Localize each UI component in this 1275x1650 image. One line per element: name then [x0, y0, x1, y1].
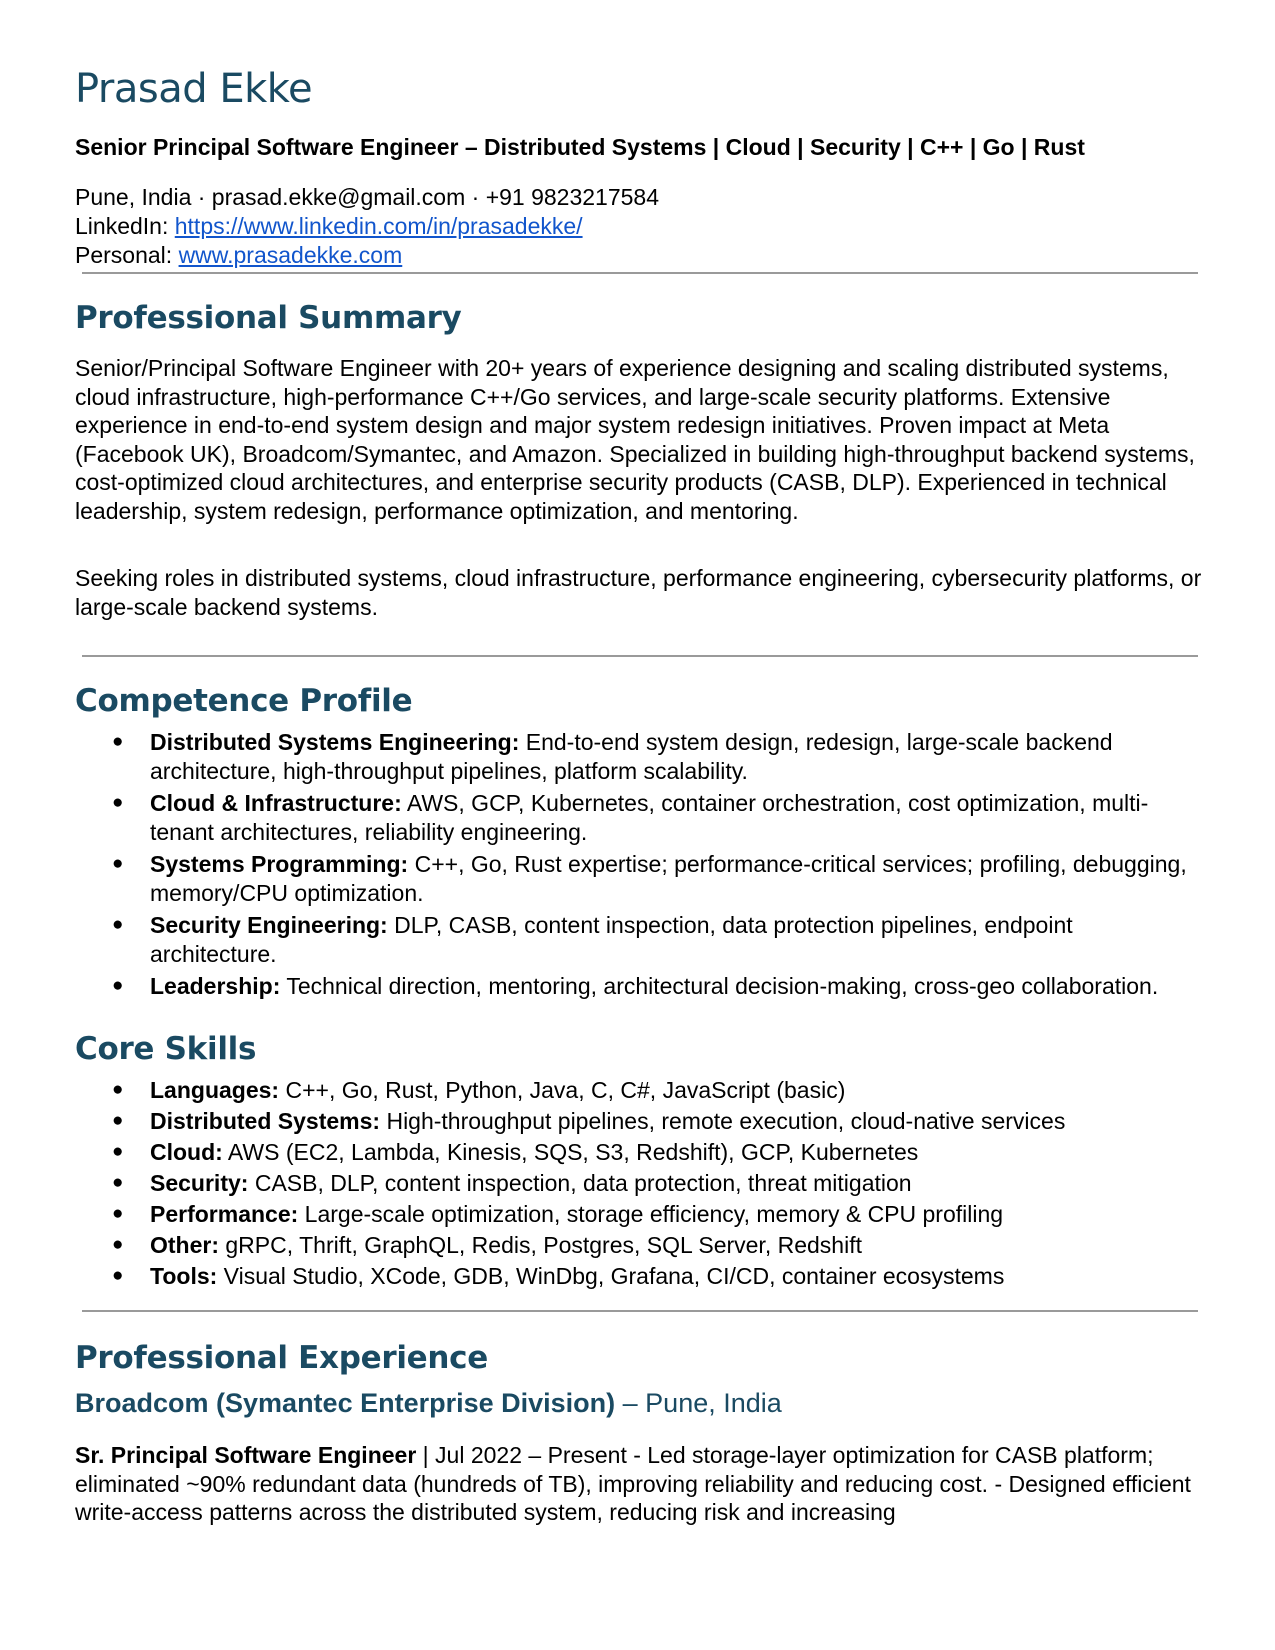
- bullet-icon: ●: [112, 731, 124, 752]
- summary-paragraph: Senior/Principal Software Engineer with 20+ years of experience designing and scaling distributed systems, cloud infrastructure, high-performance C++/Go services, and large-scale security platforms. Extensive experience in end-to-end system design and major system redesign initiatives. Proven impact at Meta (Facebook UK), Broadcom/Symantec, and Amazon. Specialized in building high-throughput backend systems, cost-optimized cloud architectures, and enterprise security products (CASB, DLP). Experienced in technical leadership, system redesign, performance optimization, and mentoring.: [75, 355, 1195, 524]
- bullet-icon: ●: [112, 1234, 124, 1255]
- item-text: End-to-end system design, redesign, large-scale backend architecture, high-throughput pipelines, platform scalability.: [150, 729, 1113, 784]
- item-text: DLP, CASB, content inspection, data protection pipelines, endpoint architecture.: [150, 912, 1073, 967]
- item-label: Security Engineering:: [150, 912, 388, 938]
- employer-location: – Pune, India: [615, 1388, 782, 1418]
- list-item: [75, 1200, 1205, 1228]
- item-label: Distributed Systems Engineering:: [150, 729, 520, 755]
- list-item: [75, 972, 1205, 1001]
- bullet-icon: ●: [112, 1172, 124, 1193]
- role-paragraph: [75, 1441, 1205, 1527]
- item-label: Leadership:: [150, 973, 281, 999]
- item-label: Cloud & Infrastructure:: [150, 790, 402, 816]
- bullet-icon: ●: [112, 914, 124, 935]
- divider: [82, 655, 1198, 657]
- bullet-icon: ●: [112, 853, 124, 874]
- skills-heading: Core Skills: [75, 1031, 257, 1067]
- linkedin-row: [75, 212, 659, 241]
- item-label: Cloud:: [150, 1139, 223, 1165]
- item-label: Performance:: [150, 1201, 299, 1227]
- personal-website-link[interactable]: www.prasadekke.com: [178, 242, 403, 268]
- competence-heading: Competence Profile: [75, 683, 413, 719]
- divider: [82, 272, 1198, 274]
- item-text: Large-scale optimization, storage efficiency, memory & CPU profiling: [298, 1201, 1004, 1227]
- item-label: Other:: [150, 1232, 219, 1258]
- headline: Senior Principal Software Engineer – Distributed Systems | Cloud | Security | C++ | Go | Rust: [75, 134, 1085, 160]
- bullet-icon: ●: [112, 1203, 124, 1224]
- item-text: Visual Studio, XCode, GDB, WinDbg, Grafana, CI/CD, container ecosystems: [217, 1263, 1005, 1289]
- summary-heading: Professional Summary: [75, 300, 462, 336]
- item-label: Languages:: [150, 1077, 280, 1103]
- list-item: [75, 911, 1205, 968]
- bullet-icon: ●: [112, 1110, 124, 1131]
- item-label: Distributed Systems:: [150, 1108, 381, 1134]
- skills-list: [75, 1076, 1205, 1293]
- linkedin-link[interactable]: https://www.linkedin.com/in/prasadekke/: [174, 213, 583, 239]
- employer-line: [75, 1388, 782, 1419]
- item-text: CASB, DLP, content inspection, data protection, threat mitigation: [248, 1170, 912, 1196]
- summary-seeking-paragraph: Seeking roles in distributed systems, cloud infrastructure, performance engineering, cybersecurity platforms, or large-scale backend systems.: [75, 565, 1202, 620]
- competence-list: [75, 728, 1205, 1005]
- item-text: High-throughput pipelines, remote execution, cloud-native services: [380, 1108, 1066, 1134]
- item-label: Security:: [150, 1170, 249, 1196]
- bullet-icon: ●: [112, 1265, 124, 1286]
- item-text: C++, Go, Rust, Python, Java, C, C#, JavaScript (basic): [279, 1077, 846, 1103]
- item-text: AWS, GCP, Kubernetes, container orchestration, cost optimization, multi-tenant architectures, reliability engineering.: [150, 790, 1149, 845]
- contact-block: [75, 183, 659, 270]
- item-label: Systems Programming:: [150, 851, 409, 877]
- list-item: [75, 789, 1205, 846]
- list-item: [75, 1262, 1205, 1290]
- item-label: Tools:: [150, 1263, 218, 1289]
- bullet-icon: ●: [112, 1141, 124, 1162]
- personal-label: Personal:: [75, 242, 179, 268]
- divider: [82, 1310, 1198, 1312]
- linkedin-label: LinkedIn:: [75, 213, 175, 239]
- employer-name: Broadcom (Symantec Enterprise Division): [75, 1388, 616, 1418]
- item-text: AWS (EC2, Lambda, Kinesis, SQS, S3, Redshift), GCP, Kubernetes: [222, 1139, 919, 1165]
- list-item: [75, 1107, 1205, 1135]
- candidate-name: Prasad Ekke: [75, 66, 313, 112]
- role-title: Sr. Principal Software Engineer: [75, 1442, 417, 1468]
- list-item: [75, 1231, 1205, 1259]
- list-item: [75, 1076, 1205, 1104]
- list-item: [75, 1138, 1205, 1166]
- bullet-icon: ●: [112, 975, 124, 996]
- item-text: gRPC, Thrift, GraphQL, Redis, Postgres, SQL Server, Redshift: [219, 1232, 862, 1258]
- role-description: | Jul 2022 – Present - Led storage-layer optimization for CASB platform; eliminated ~90% redundant data (hundreds of TB), improving reliability and reducing cost. - Designed efficient write-access patterns across the distributed system, reducing risk and increasing: [75, 1442, 1191, 1525]
- experience-heading: Professional Experience: [75, 1340, 488, 1376]
- list-item: [75, 728, 1205, 785]
- item-text: Technical direction, mentoring, architectural decision-making, cross-geo collaboration.: [280, 973, 1159, 999]
- personal-row: [75, 241, 659, 270]
- bullet-icon: ●: [112, 1079, 124, 1100]
- list-item: [75, 850, 1205, 907]
- item-text: C++, Go, Rust expertise; performance-critical services; profiling, debugging, memory/CPU optimization.: [150, 851, 1187, 906]
- list-item: [75, 1169, 1205, 1197]
- bullet-icon: ●: [112, 792, 124, 813]
- contact-line: Pune, India · prasad.ekke@gmail.com · +91 9823217584: [75, 184, 660, 210]
